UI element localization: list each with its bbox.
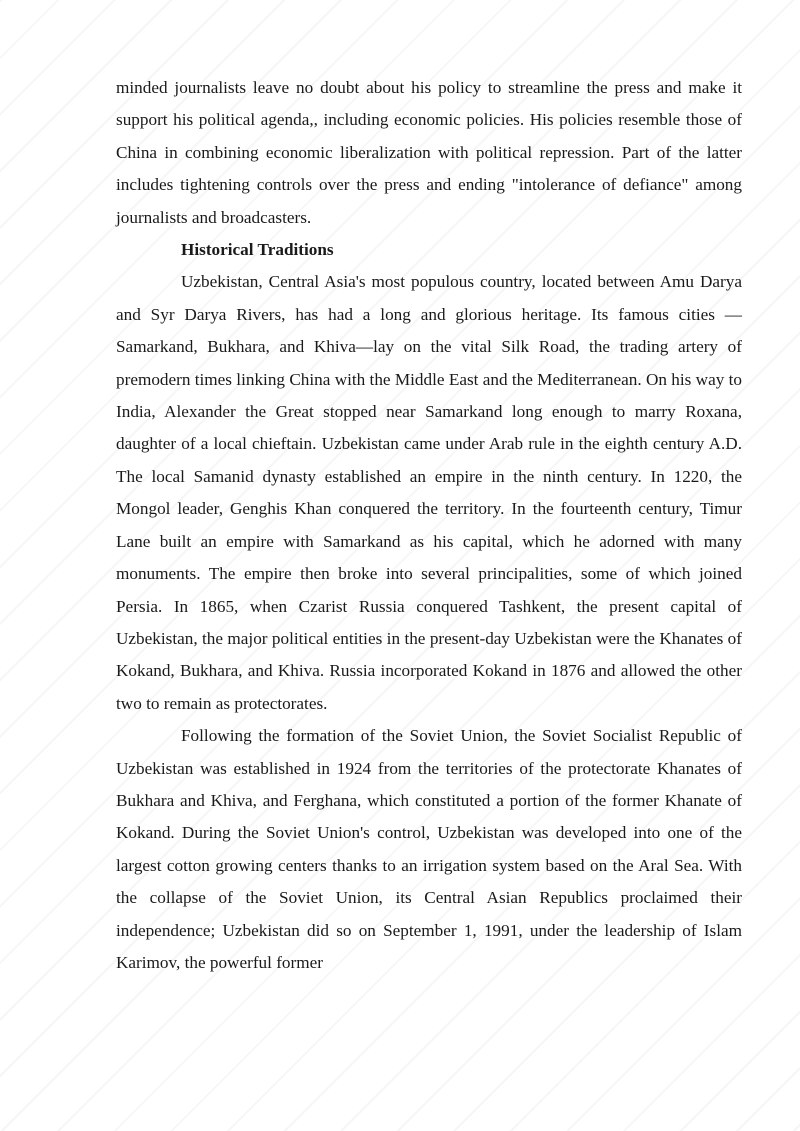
paragraph-continuation: minded journalists leave no doubt about his policy to streamline the press and make it support his political agenda,, including economic policies. His policies resemble those of China in combining economic liberalization with political repression. Part of the latter includes tightening controls over the press and ending "intolerance of defiance" among journalists and broadcasters. (116, 78, 742, 227)
section-heading: Historical Traditions (181, 240, 334, 260)
document-page (116, 72, 742, 979)
paragraph-soviet: Following the formation of the Soviet Union, the Soviet Socialist Republic of Uzbekistan was established in 1924 from the territories of the protectorate Khanates of Bukhara and Khiva, and Ferghana, which constituted a portion of the former Khanate of Kokand. During the Soviet Union's control, Uzbekistan was developed into one of the largest cotton growing centers thanks to an irrigation system based on the Aral Sea. With the collapse of the Soviet Union, its Central Asian Republics proclaimed their independence; Uzbekistan did so on September 1, 1991, under the leadership of Islam Karimov, the powerful former (116, 726, 742, 972)
paragraph-history: Uzbekistan, Central Asia's most populous country, located between Amu Darya and Syr Darya Rivers, has had a long and glorious heritage. Its famous cities —Samarkand, Bukhara, and Khiva—lay on the vital Silk Road, the trading artery of premodern times linking China with the Middle East and the Mediterranean. On his way to India, Alexander the Great stopped near Samarkand long enough to marry Roxana, daughter of a local chieftain. Uzbekistan came under Arab rule in the eighth century A.D. The local Samanid dynasty established an empire in the ninth century. In 1220, the Mongol leader, Genghis Khan conquered the territory. In the fourteenth century, Timur Lane built an empire with Samarkand as his capital, which he adorned with many monuments. The empire then broke into several principalities, some of which joined Persia. In 1865, when Czarist Russia conquered Tashkent, the present capital of Uzbekistan, the major political entities in the present-day Uzbekistan were the Khanates of Kokand, Bukhara, and Khiva. Russia incorporated Kokand in 1876 and allowed the other two to remain as protectorates. (116, 272, 742, 713)
